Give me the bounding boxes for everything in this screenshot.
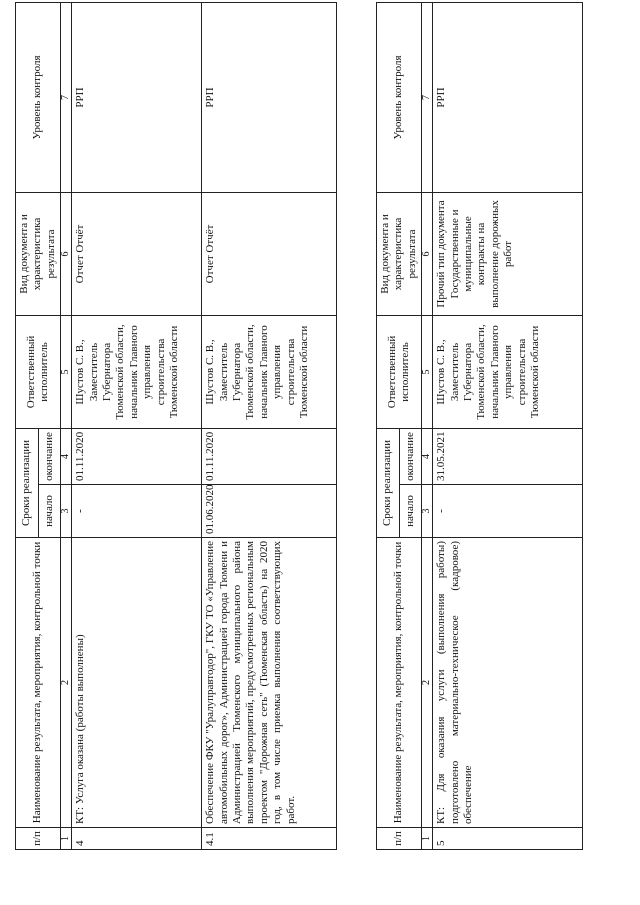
row-name: КТ: Услуга оказана (работы выполнены) — [72, 538, 202, 828]
header-start: начало — [399, 485, 422, 538]
table-row — [72, 2, 202, 849]
header-level: Уровень контроля — [377, 2, 422, 192]
col-number: 2 — [422, 538, 433, 828]
header-num: п/п — [16, 828, 61, 850]
header-name: Наименование результата, мероприятия, контрольной точки — [377, 538, 422, 828]
row-start: 01.06.2020 — [202, 485, 337, 538]
row-level: РРП — [72, 2, 202, 192]
col-number: 5 — [422, 315, 433, 428]
row-level: РРП — [202, 2, 337, 192]
control-points-table-2 — [376, 2, 583, 850]
row-end: 31.05.2021 — [433, 428, 583, 484]
column-number-row — [61, 2, 72, 849]
header-doc: Вид документа и характеристика результата — [16, 192, 61, 315]
row-start: - — [72, 485, 202, 538]
table-row — [202, 2, 337, 849]
header-name: Наименование результата, мероприятия, контрольной точки — [16, 538, 61, 828]
col-number: 6 — [422, 192, 433, 315]
col-number: 3 — [61, 485, 72, 538]
col-number: 1 — [422, 828, 433, 850]
col-number: 7 — [61, 2, 72, 192]
header-start: начало — [38, 485, 61, 538]
header-level: Уровень контроля — [16, 2, 61, 192]
header-doc: Вид документа и характеристика результата — [377, 192, 422, 315]
header-responsible: Ответственный исполнитель — [377, 315, 422, 428]
header-terms: Сроки реализации — [16, 428, 39, 537]
row-responsible: Шустов С. В., Заместитель Губернатора Тюменской области, начальник Главного управления строительства Тюменской области — [202, 315, 337, 428]
row-num: 5 — [433, 828, 583, 850]
row-name: КТ: Для оказания услуги (выполнения работы) подготовлено материально-техническое (кадровое) обеспечение — [433, 538, 583, 828]
row-responsible: Шустов С. В., Заместитель Губернатора Тюменской области, начальник Главного управления строительства Тюменской области — [433, 315, 583, 428]
col-number: 2 — [61, 538, 72, 828]
row-end: 01.11.2020 — [72, 428, 202, 484]
col-number: 4 — [61, 428, 72, 484]
row-num: 4 — [72, 828, 202, 850]
col-number: 4 — [422, 428, 433, 484]
row-num: 4.1 — [202, 828, 337, 850]
row-level: РРП — [433, 2, 583, 192]
header-num: п/п — [377, 828, 422, 850]
row-name: Обеспечение ФКУ "Уралуправтодор", ГКУ ТО «Управление автомобильных дорог», Администрацией города Тюмени и Администрацией Тюменского муниципального района выполнения мероприятий, предусмотренных региональным проектом "Дорожная сеть" (Тюменская область) на 2020 год, в том числе приемка выполнения соответствующих работ. — [202, 538, 337, 828]
col-number: 6 — [61, 192, 72, 315]
column-number-row — [422, 2, 433, 849]
header-terms: Сроки реализации — [377, 428, 400, 537]
row-doc: Отчет Отчёт — [202, 192, 337, 315]
table-header-row — [16, 2, 39, 849]
col-number: 1 — [61, 828, 72, 850]
table-header-row — [377, 2, 400, 849]
row-responsible: Шустов С. В., Заместитель Губернатора Тюменской области, начальник Главного управления строительства Тюменской области — [72, 315, 202, 428]
table-row — [433, 2, 583, 849]
header-end: окончание — [38, 428, 61, 484]
control-points-table-1 — [15, 2, 337, 850]
row-start: - — [433, 485, 583, 538]
row-doc: Прочий тип документа Государственные и муниципальные контракты на выполнение дорожных работ — [433, 192, 583, 315]
col-number: 5 — [61, 315, 72, 428]
row-end: 01.11.2020 — [202, 428, 337, 484]
col-number: 7 — [422, 2, 433, 192]
row-doc: Отчет Отчёт — [72, 192, 202, 315]
header-responsible: Ответственный исполнитель — [16, 315, 61, 428]
header-end: окончание — [399, 428, 422, 484]
col-number: 3 — [422, 485, 433, 538]
